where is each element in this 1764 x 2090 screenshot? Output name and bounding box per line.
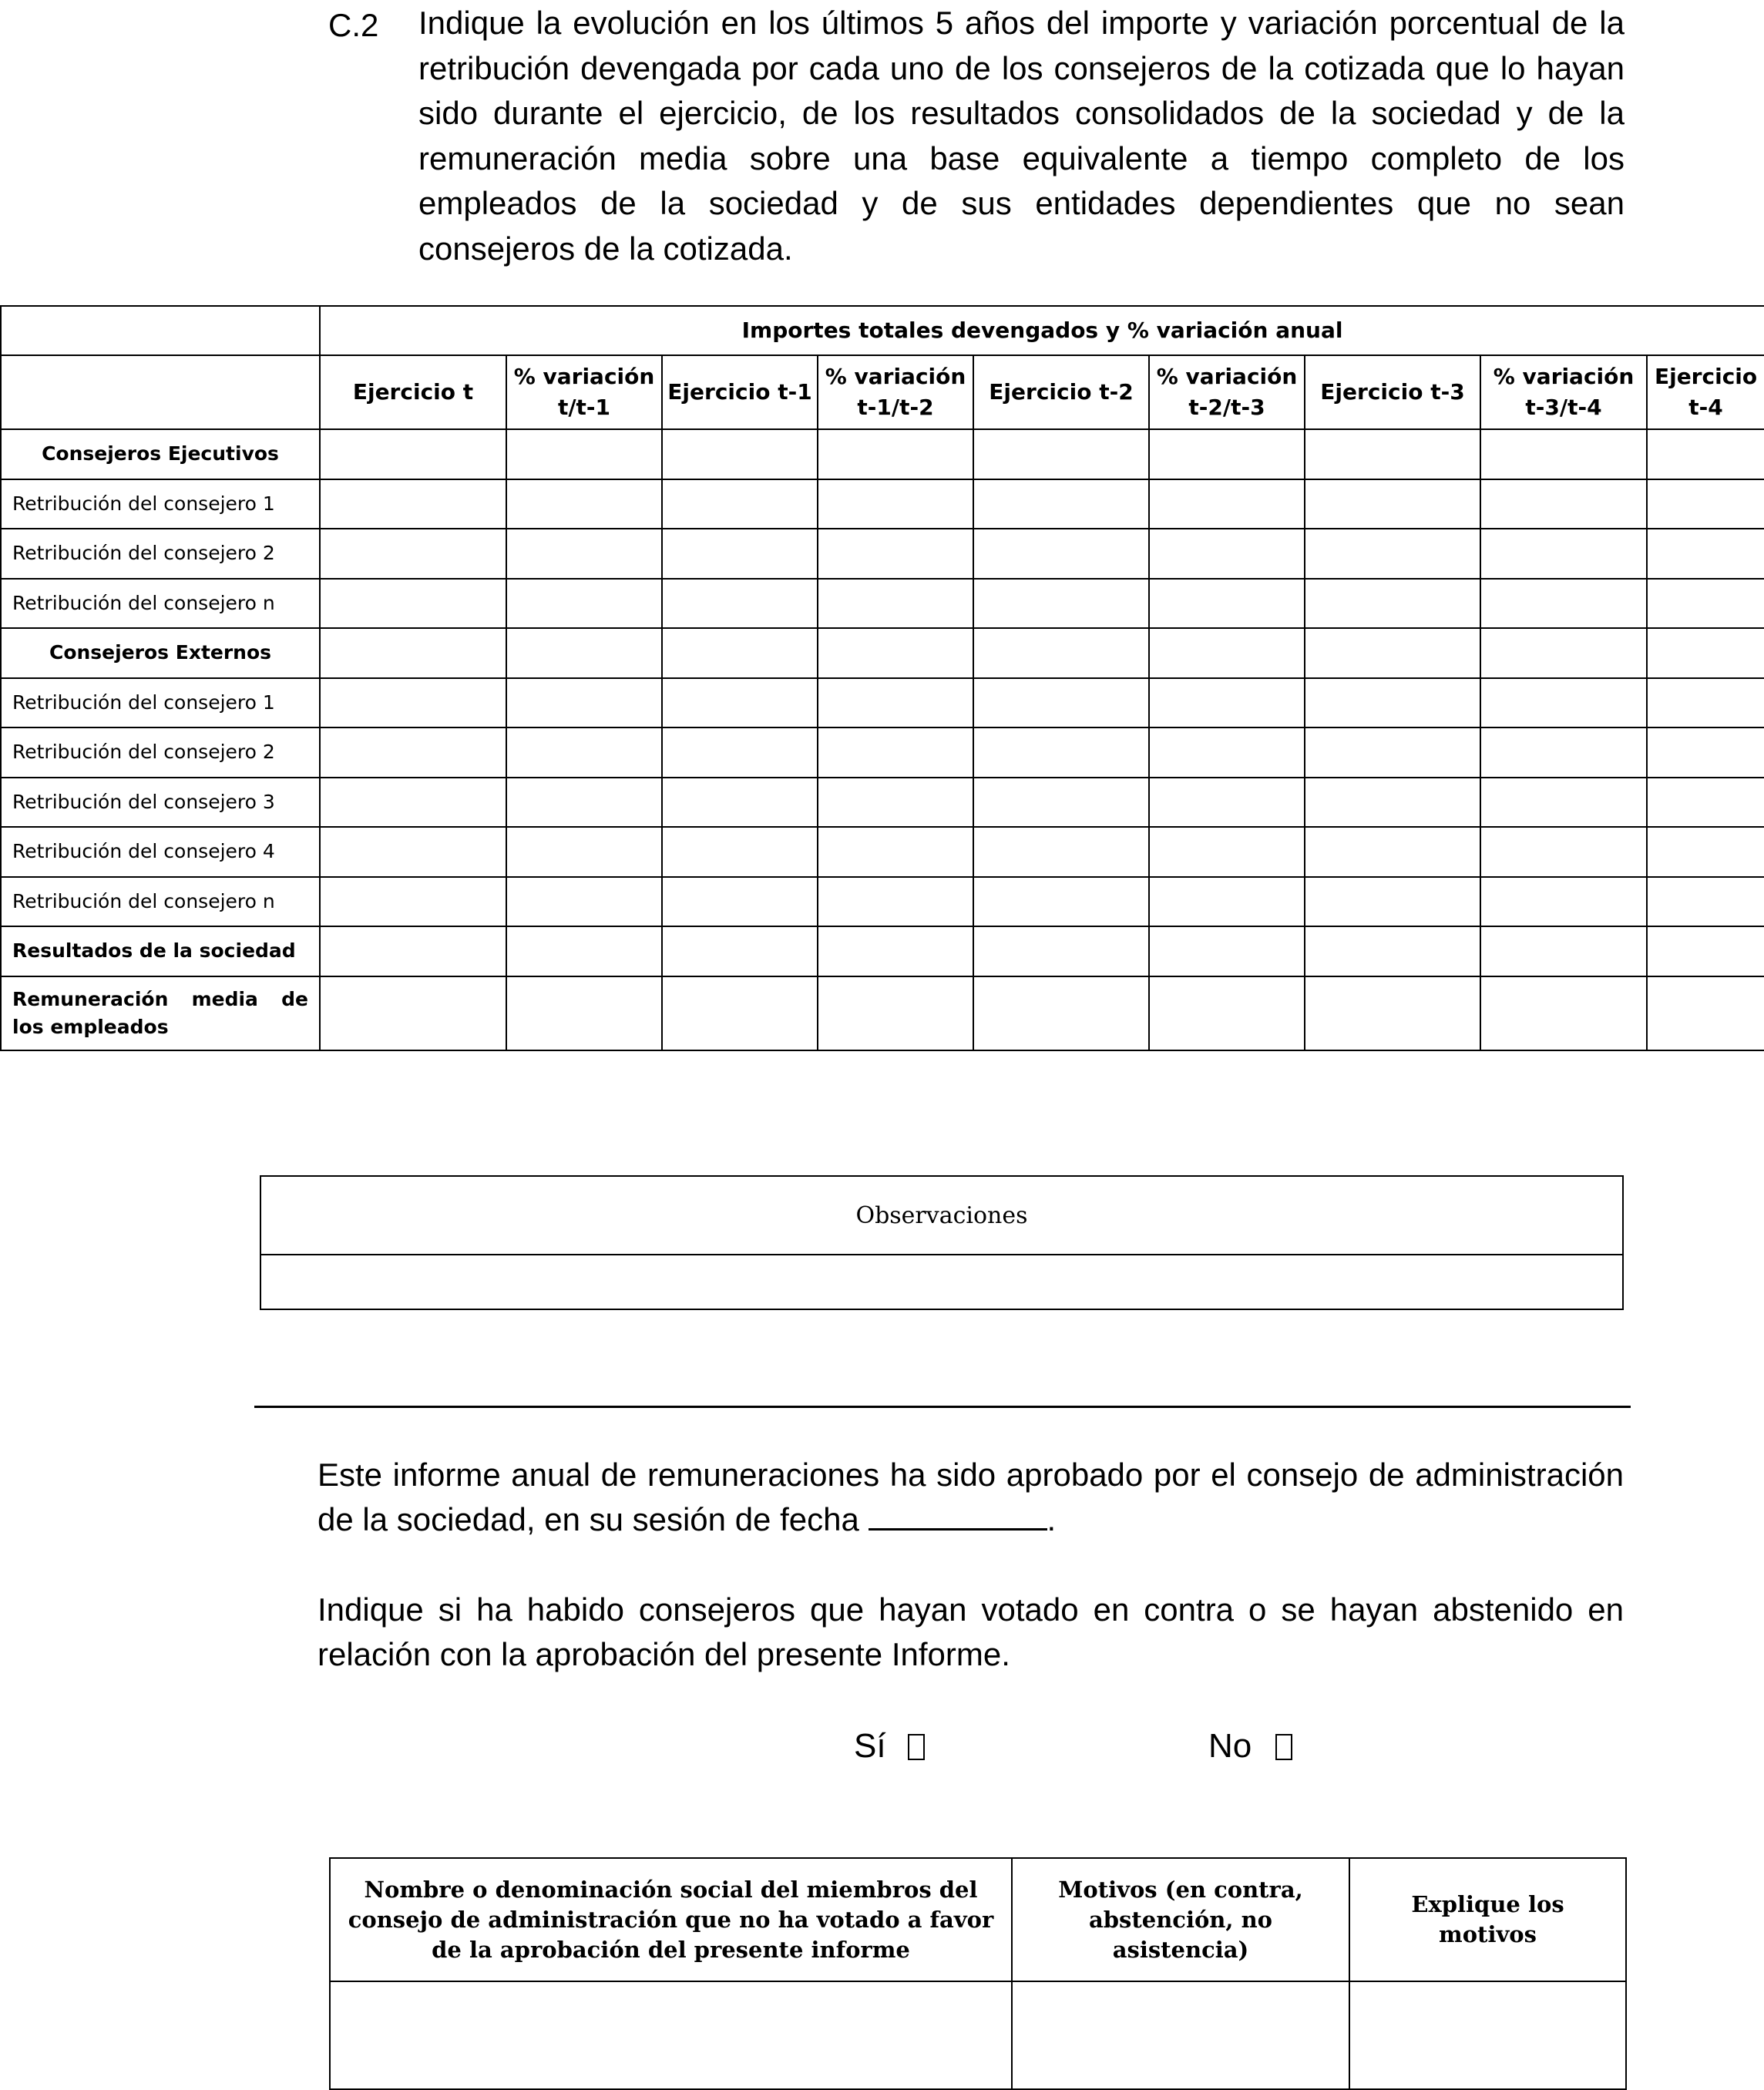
corner-cell xyxy=(1,306,320,355)
column-header-line: t-1/t-2 xyxy=(857,395,934,420)
value-cell[interactable] xyxy=(1647,976,1764,1050)
value-cell[interactable] xyxy=(973,877,1149,927)
value-cell[interactable] xyxy=(973,529,1149,579)
column-header-line: % variación xyxy=(513,364,655,389)
value-cell[interactable] xyxy=(506,976,662,1050)
observations-field[interactable] xyxy=(261,1255,1622,1310)
value-cell[interactable] xyxy=(506,827,662,877)
row-label: Consejeros Externos xyxy=(1,628,320,678)
value-cell[interactable] xyxy=(506,579,662,629)
value-cell[interactable] xyxy=(1480,479,1647,529)
column-header-line: % variación xyxy=(825,364,966,389)
value-cell[interactable] xyxy=(1480,827,1647,877)
value-cell[interactable] xyxy=(662,926,818,976)
value-cell[interactable] xyxy=(1647,778,1764,828)
value-cell[interactable] xyxy=(1149,429,1305,479)
value-cell[interactable] xyxy=(818,778,973,828)
value-cell[interactable] xyxy=(320,429,506,479)
corner-cell xyxy=(1,355,320,429)
value-cell[interactable] xyxy=(1149,727,1305,778)
value-cell[interactable] xyxy=(506,678,662,728)
votes-column-header: Explique los motivos xyxy=(1349,1858,1626,1981)
column-header xyxy=(320,355,506,429)
value-cell[interactable] xyxy=(818,678,973,728)
value-cell[interactable] xyxy=(1149,976,1305,1050)
value-cell[interactable] xyxy=(1647,678,1764,728)
value-cell[interactable] xyxy=(1149,479,1305,529)
table-row xyxy=(1,429,1764,479)
value-cell[interactable] xyxy=(818,727,973,778)
value-cell[interactable] xyxy=(818,529,973,579)
votes-column-header: Motivos (en contra, abstención, no asistencia) xyxy=(1012,1858,1349,1981)
value-cell[interactable] xyxy=(1480,877,1647,927)
value-cell[interactable] xyxy=(973,678,1149,728)
group-header: Importes totales devengados y % variación anual xyxy=(320,306,1764,355)
value-cell[interactable] xyxy=(506,926,662,976)
value-cell[interactable] xyxy=(662,778,818,828)
column-header xyxy=(1647,355,1764,429)
row-label: Retribución del consejero 3 xyxy=(1,778,320,828)
value-cell[interactable] xyxy=(1480,976,1647,1050)
value-cell[interactable] xyxy=(973,727,1149,778)
value-cell[interactable] xyxy=(1647,827,1764,877)
value-cell[interactable] xyxy=(1305,479,1480,529)
value-cell[interactable] xyxy=(506,429,662,479)
value-cell[interactable] xyxy=(320,926,506,976)
value-cell[interactable] xyxy=(1149,628,1305,678)
column-header-line: % variación xyxy=(1493,364,1635,389)
value-cell[interactable] xyxy=(506,479,662,529)
value-cell[interactable] xyxy=(1149,926,1305,976)
value-cell[interactable] xyxy=(1149,877,1305,927)
votes-cell[interactable] xyxy=(1012,1981,1349,2089)
value-cell[interactable] xyxy=(1149,529,1305,579)
value-cell[interactable] xyxy=(662,479,818,529)
column-header-line: Ejercicio t-1 xyxy=(667,379,812,405)
value-cell[interactable] xyxy=(320,529,506,579)
value-cell[interactable] xyxy=(506,727,662,778)
row-label: Resultados de la sociedad xyxy=(1,926,320,976)
value-cell[interactable] xyxy=(1305,628,1480,678)
no-checkbox[interactable] xyxy=(1275,1734,1292,1760)
value-cell[interactable] xyxy=(662,727,818,778)
column-header xyxy=(506,355,662,429)
yes-checkbox[interactable] xyxy=(908,1734,925,1760)
dissenting-votes-table xyxy=(329,1857,1627,2090)
value-cell[interactable] xyxy=(320,778,506,828)
value-cell[interactable] xyxy=(973,976,1149,1050)
value-cell[interactable] xyxy=(1149,778,1305,828)
approval-text: Este informe anual de remuneraciones ha sido aprobado por el consejo de administración de la sociedad, en su sesión de fecha xyxy=(318,1457,1624,1537)
votes-column-header: Nombre o denominación social del miembros del consejo de administración que no ha votado a favor de la aprobación del presente informe xyxy=(330,1858,1012,1981)
value-cell[interactable] xyxy=(1647,877,1764,927)
value-cell[interactable] xyxy=(973,628,1149,678)
value-cell[interactable] xyxy=(662,976,818,1050)
value-cell[interactable] xyxy=(662,429,818,479)
value-cell[interactable] xyxy=(320,976,506,1050)
value-cell[interactable] xyxy=(1647,429,1764,479)
table-row xyxy=(1,628,1764,678)
value-cell[interactable] xyxy=(818,877,973,927)
table-row xyxy=(1,778,1764,828)
remuneration-evolution-table xyxy=(0,305,1764,1051)
value-cell[interactable] xyxy=(1305,678,1480,728)
value-cell[interactable] xyxy=(1480,429,1647,479)
value-cell[interactable] xyxy=(662,529,818,579)
column-header-line: t-2/t-3 xyxy=(1188,395,1265,420)
value-cell[interactable] xyxy=(1149,678,1305,728)
value-cell[interactable] xyxy=(1305,579,1480,629)
row-label: Consejeros Ejecutivos xyxy=(1,429,320,479)
value-cell[interactable] xyxy=(1647,727,1764,778)
value-cell[interactable] xyxy=(1305,778,1480,828)
value-cell[interactable] xyxy=(1149,827,1305,877)
observations-title: Observaciones xyxy=(261,1177,1622,1255)
value-cell[interactable] xyxy=(1480,579,1647,629)
value-cell[interactable] xyxy=(1305,529,1480,579)
value-cell[interactable] xyxy=(1647,926,1764,976)
table-row xyxy=(1,529,1764,579)
value-cell[interactable] xyxy=(320,727,506,778)
row-label: Retribución del consejero n xyxy=(1,579,320,629)
yes-label: Sí xyxy=(854,1727,886,1765)
column-header-line: t-4 xyxy=(1688,395,1723,420)
value-cell[interactable] xyxy=(1647,579,1764,629)
value-cell[interactable] xyxy=(973,778,1149,828)
row-label: Remuneración media de los empleados xyxy=(1,976,320,1050)
value-cell[interactable] xyxy=(662,827,818,877)
value-cell[interactable] xyxy=(506,778,662,828)
value-cell[interactable] xyxy=(1480,778,1647,828)
value-cell[interactable] xyxy=(818,926,973,976)
value-cell[interactable] xyxy=(1480,678,1647,728)
value-cell[interactable] xyxy=(662,628,818,678)
row-label: Retribución del consejero 4 xyxy=(1,827,320,877)
value-cell[interactable] xyxy=(973,926,1149,976)
value-cell[interactable] xyxy=(320,827,506,877)
value-cell[interactable] xyxy=(320,877,506,927)
value-cell[interactable] xyxy=(1305,976,1480,1050)
column-header xyxy=(1149,355,1305,429)
value-cell[interactable] xyxy=(1149,579,1305,629)
votes-cell[interactable] xyxy=(1349,1981,1626,2089)
value-cell[interactable] xyxy=(320,678,506,728)
section-divider xyxy=(254,1406,1631,1408)
row-label: Retribución del consejero 2 xyxy=(1,529,320,579)
observations-box xyxy=(260,1175,1624,1310)
session-date-field[interactable] xyxy=(869,1497,1047,1531)
votes-table-row xyxy=(330,1981,1626,2089)
column-header-line: Ejercicio xyxy=(1654,364,1758,389)
column-header-line: t/t-1 xyxy=(557,395,611,420)
value-cell[interactable] xyxy=(1647,628,1764,678)
column-header xyxy=(662,355,818,429)
value-cell[interactable] xyxy=(1305,827,1480,877)
table-row xyxy=(1,827,1764,877)
value-cell[interactable] xyxy=(506,628,662,678)
column-header xyxy=(1480,355,1647,429)
vote-question: Indique si ha habido consejeros que hayan votado en contra o se hayan abstenido en relación con la aprobación del presente Informe. xyxy=(318,1591,1624,1672)
value-cell[interactable] xyxy=(662,877,818,927)
table-row xyxy=(1,479,1764,529)
value-cell[interactable] xyxy=(320,579,506,629)
column-header-line: Ejercicio t-3 xyxy=(1320,379,1465,405)
value-cell[interactable] xyxy=(320,479,506,529)
column-header-line: % variación xyxy=(1156,364,1298,389)
no-label: No xyxy=(1208,1727,1252,1765)
approval-end: . xyxy=(1047,1501,1057,1537)
value-cell[interactable] xyxy=(973,827,1149,877)
column-header-line: t-3/t-4 xyxy=(1525,395,1602,420)
column-header-line: Ejercicio t xyxy=(352,379,474,405)
table-row xyxy=(1,976,1764,1050)
table-row xyxy=(1,678,1764,728)
value-cell[interactable] xyxy=(662,579,818,629)
table-row xyxy=(1,579,1764,629)
section-number: C.2 xyxy=(328,7,379,43)
votes-cell[interactable] xyxy=(330,1981,1012,2089)
column-header-line: Ejercicio t-2 xyxy=(989,379,1134,405)
value-cell[interactable] xyxy=(1480,529,1647,579)
row-label: Retribución del consejero 2 xyxy=(1,727,320,778)
value-cell[interactable] xyxy=(1305,727,1480,778)
value-cell[interactable] xyxy=(1480,727,1647,778)
value-cell[interactable] xyxy=(973,479,1149,529)
value-cell[interactable] xyxy=(818,628,973,678)
value-cell[interactable] xyxy=(662,678,818,728)
value-cell[interactable] xyxy=(818,429,973,479)
table-row xyxy=(1,926,1764,976)
approval-statement xyxy=(318,1453,1624,1542)
value-cell[interactable] xyxy=(818,479,973,529)
value-cell[interactable] xyxy=(1647,529,1764,579)
section-instructions: Indique la evolución en los últimos 5 años del importe y variación porcentual de la retribución devengada por cada uno de los consejeros de la cotizada que lo hayan sido durante el ejercicio, de los resultados consolidados de la sociedad y de la remuneración media sobre una base equivalente a tiempo completo de los empleados de la sociedad y de sus entidades dependientes que no sean consejeros de la cotizada. xyxy=(418,5,1625,267)
value-cell[interactable] xyxy=(1305,926,1480,976)
value-cell[interactable] xyxy=(973,579,1149,629)
value-cell[interactable] xyxy=(506,877,662,927)
row-label: Retribución del consejero 1 xyxy=(1,678,320,728)
value-cell[interactable] xyxy=(818,579,973,629)
row-label: Retribución del consejero 1 xyxy=(1,479,320,529)
table-row xyxy=(1,877,1764,927)
table-row xyxy=(1,727,1764,778)
column-header xyxy=(973,355,1149,429)
value-cell[interactable] xyxy=(1480,926,1647,976)
column-header xyxy=(1305,355,1480,429)
value-cell[interactable] xyxy=(818,827,973,877)
value-cell[interactable] xyxy=(1305,429,1480,479)
value-cell[interactable] xyxy=(1305,877,1480,927)
value-cell[interactable] xyxy=(818,976,973,1050)
value-cell[interactable] xyxy=(973,429,1149,479)
value-cell[interactable] xyxy=(1480,628,1647,678)
value-cell[interactable] xyxy=(1647,479,1764,529)
value-cell[interactable] xyxy=(320,628,506,678)
value-cell[interactable] xyxy=(506,529,662,579)
row-label: Retribución del consejero n xyxy=(1,877,320,927)
column-header xyxy=(818,355,973,429)
